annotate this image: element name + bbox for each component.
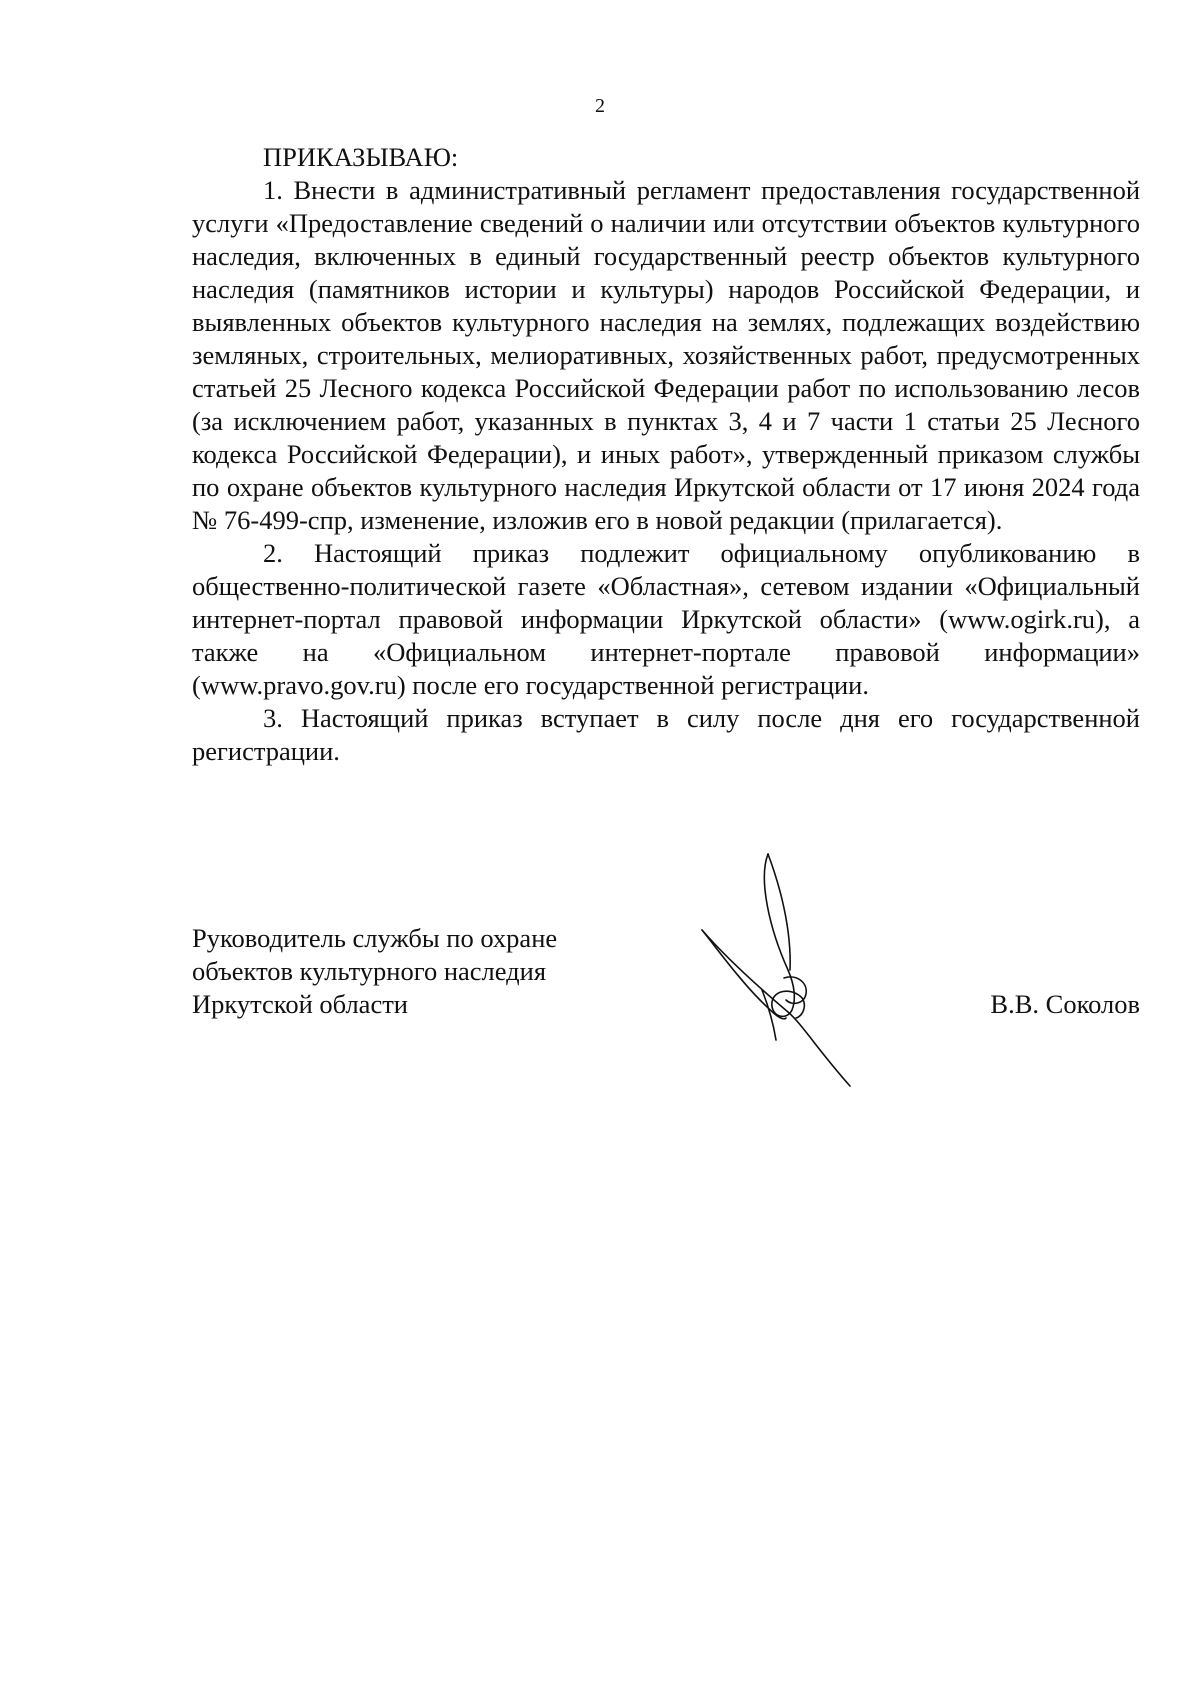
signature-block — [192, 922, 1140, 1122]
order-heading: ПРИКАЗЫВАЮ: — [263, 142, 459, 172]
order-item-2: 2. Настоящий приказ подлежит официальному опубликованию в общественно-политической газете «Областная», сетевом издании «Официальный интернет-портал правовой информации Иркутской области» (www.ogirk.ru), а также на «Официальном интернет-портале правовой информации» (www.pravo.gov.ru) после его государственной регистрации. — [192, 538, 1140, 700]
signer-title-line: Иркутской области — [192, 989, 408, 1019]
signer-title-line: Руководитель службы по охране — [192, 923, 558, 953]
order-item-1: 1. Внести в административный регламент предоставления государственной услуги «Предоставление сведений о наличии или отсутствии объектов культурного наследия, включенных в единый государственный реестр объектов культурного наследия (памятников истории и культуры) народов Российской Федерации, и выявленных объектов культурного наследия на землях, подлежащих воздействию земляных, строительных, мелиоративных, хозяйственных работ, предусмотренных статьей 25 Лесного кодекса Российской Федерации работ по использованию лесов (за исключением работ, указанных в пунктах 3, 4 и 7 части 1 статьи 25 Лесного кодекса Российской Федерации), и иных работ», утвержденный приказом службы по охране объектов культурного наследия Иркутской области от 17 июня 2024 года № 76-499-спр, изменение, изложив его в новой редакции (прилагается). — [192, 175, 1140, 535]
signer-name: В.В. Соколов — [990, 989, 1140, 1019]
handwritten-signature-icon — [700, 850, 880, 1090]
signer-title-line: объектов культурного наследия — [192, 956, 547, 986]
order-body — [192, 141, 1140, 768]
signer-title — [192, 922, 652, 1021]
order-item-3: 3. Настоящий приказ вступает в силу после дня его государственной регистрации. — [192, 703, 1140, 766]
page-number: 2 — [595, 95, 605, 117]
